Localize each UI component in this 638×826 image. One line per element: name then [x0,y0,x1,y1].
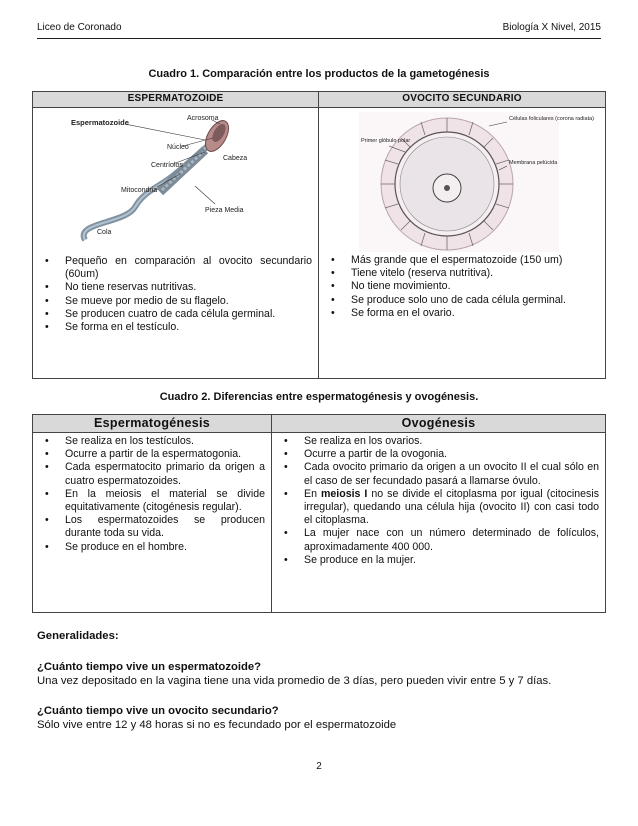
cuadro1-table [32,91,606,379]
list-item: • Se realiza en los ovarios. [304,435,599,448]
label-membrana: Membrana pelúcida [509,160,558,166]
meiosis-prefix: En [304,487,321,500]
list-item: • Se producen cuatro de cada célula germinal. [65,308,312,321]
ovogenesis-cell [272,433,606,613]
label-centriolos: Centríolos [151,162,183,169]
label-cola: Cola [97,229,112,236]
list-item: • Se produce en la mujer. [304,554,599,567]
list-item: • Se mueve por medio de su flagelo. [65,295,312,308]
generalidades-title: Generalidades: [37,630,119,642]
list-item-meiosis [304,488,599,528]
sperm-diagram [65,112,248,252]
sperm-cell [33,108,319,379]
label-acrosoma: Acrosoma [187,115,219,122]
col-ovocito: OVOCITO SECUNDARIO [319,92,606,108]
list-item: • Ocurre a partir de la espermatogonia. [65,448,265,461]
label-pieza-media: Pieza Media [205,207,244,214]
label-nucleo: Núcleo [167,144,189,151]
ovocito-features [323,254,599,320]
cuadro2-table [32,414,606,613]
label-primer-globulo: Primer glóbulo polar [361,138,411,144]
ovocito-cell [319,108,606,379]
list-item: • Pequeño en comparación al ovocito secundario (60um) [65,255,312,281]
list-item: • Tiene vitelo (reserva nutritiva). [351,267,599,280]
course-name: Biología X Nivel, 2015 [502,22,601,33]
espermatogenesis-list [37,435,265,554]
list-item: • No tiene reservas nutritivas. [65,281,312,294]
col-espermatozoide: ESPERMATOZOIDE [33,92,319,108]
answer-2: Sólo vive entre 12 y 48 horas si no es fecundado por el espermatozoide [37,719,397,731]
list-item: • Se realiza en los testículos. [65,435,265,448]
list-item: • Más grande que el espermatozoide (150 um) [351,254,599,267]
list-item: • En la meiosis el material se divide equitativamente (citogénesis regular). [65,488,265,514]
ovocito-diagram [359,112,594,252]
meiosis-rest: no se divide el citoplasma por igual (citocinesis irregular), quedando una célula hija (ovocito II) con casi todo el citoplasma. [304,487,600,527]
list-item: • Se forma en el testículo. [65,321,312,334]
col-espermatogenesis: Espermatogénesis [33,415,272,433]
list-item: • Ocurre a partir de la ovogonia. [304,448,599,461]
label-mitocondria: Mitocondria [121,187,158,194]
label-espermatozoide: Espermatozoide [71,118,129,127]
list-item: • Los espermatozoides se producen durante toda su vida. [65,514,265,540]
list-item: • Se produce en el hombre. [65,541,265,554]
page-number: 2 [316,761,322,772]
label-cabeza: Cabeza [223,155,248,162]
list-item: • No tiene movimiento. [351,280,599,293]
espermatogenesis-cell [33,433,272,613]
list-item: • Cada espermatocito primario da origen a cuatro espermatozoides. [65,461,265,487]
list-item: • Se forma en el ovario. [351,307,599,320]
question-2: ¿Cuánto tiempo vive un ovocito secundario? [37,705,279,717]
list-item: • Se produce solo uno de cada célula germinal. [351,294,599,307]
page-header [37,22,601,39]
ovogenesis-list [276,435,599,567]
cuadro2-title: Cuadro 2. Diferencias entre espermatogénesis y ovogénesis. [159,391,479,403]
answer-1: Una vez depositado en la vagina tiene una vida promedio de 3 días, pero pueden vivir entre 5 y 7 días. [37,675,552,687]
label-celulas-foliculares: Células foliculares (corona radiata) [509,116,594,122]
sperm-features [37,255,312,334]
school-name: Liceo de Coronado [37,22,122,33]
cuadro1-title: Cuadro 1. Comparación entre los productos de la gametogénesis [148,68,490,80]
col-ovogenesis: Ovogénesis [272,415,606,433]
list-item: • Cada ovocito primario da origen a un ovocito II el cual sólo en el caso de ser fecundado pasará a llamarse óvulo. [304,461,599,487]
meiosis-bold: meiosis I [320,487,368,500]
question-1: ¿Cuánto tiempo vive un espermatozoide? [37,661,262,673]
list-item: • La mujer nace con un número determinado de folículos, aproximadamente 400 000. [304,527,599,553]
